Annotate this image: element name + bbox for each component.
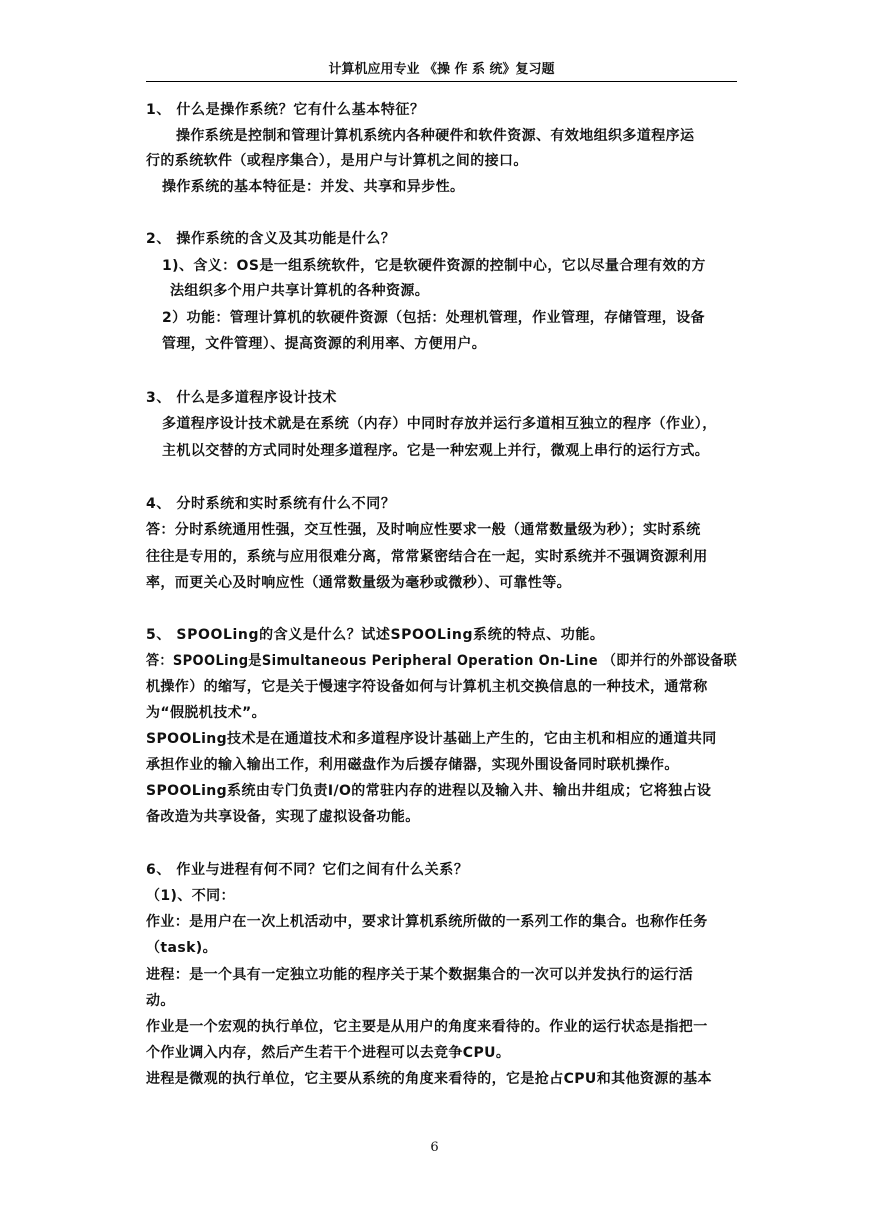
question-heading: 2、 操作系统的含义及其功能是什么？ <box>146 231 396 247</box>
text-line: 管理，文件管理）、提高资源的利用率、方便用户。 <box>162 336 487 352</box>
text-line: 答：分时系统通用性强，交互性强，及时响应性要求一般（通常数量级为秒）；实时系统 <box>146 522 701 538</box>
question-heading: 3、 什么是多道程序设计技术 <box>146 390 338 406</box>
text-line: 操作系统的基本特征是：并发、共享和异步性。 <box>162 179 465 195</box>
text-line: 作业：是用户在一次上机活动中，要求计算机系统所做的一系列工作的集合。也称作任务 <box>146 914 708 930</box>
text-line: 进程是微观的执行单位，它主要从系统的角度来看待的，它是抢占CPU和其他资源的基本 <box>146 1071 712 1087</box>
text-line: 2）功能：管理计算机的软硬件资源（包括：处理机管理，作业管理，存储管理，设备 <box>162 310 705 326</box>
text-line: 多道程序设计技术就是在系统（内存）中同时存放并运行多道相互独立的程序（作业）， <box>162 416 717 432</box>
text-line: （1)、不同： <box>146 888 235 904</box>
question-heading: 4、 分时系统和实时系统有什么不同？ <box>146 496 396 512</box>
text-line: SPOOLing技术是在通道技术和多道程序设计基础上产生的，它由主机和相应的通道共同 <box>146 731 717 747</box>
text-line: 备改造为共享设备，实现了虚拟设备功能。 <box>146 809 420 825</box>
text-line: 1)、含义：OS是一组系统软件，它是软硬件资源的控制中心，它以尽量合理有效的方 <box>162 258 706 274</box>
text-line: 作业是一个宏观的执行单位，它主要是从用户的角度来看待的。作业的运行状态是指把一 <box>146 1019 708 1035</box>
text-line: 率，而更关心及时响应性（通常数量级为毫秒或微秒）、可靠性等。 <box>146 575 571 591</box>
text-line: 操作系统是控制和管理计算机系统内各种硬件和软件资源、有效地组织多道程序运 <box>176 128 695 144</box>
text-line: 答：SPOOLing是Simultaneous Peripheral Operation On-Line （即并行的外部设备联 <box>146 653 738 669</box>
text-line: 为“假脱机技术”。 <box>146 705 267 721</box>
text-line: 动。 <box>146 993 175 1009</box>
header-rule <box>146 81 737 82</box>
text-line: SPOOLing系统由专门负责I/O的常驻内存的进程以及输入井、输出井组成；它将独占设 <box>146 783 712 799</box>
question-heading: 5、 SPOOLing的含义是什么？试述SPOOLing系统的特点、功能。 <box>146 627 605 643</box>
text-line: 个作业调入内存，然后产生若干个进程可以去竞争CPU。 <box>146 1045 511 1061</box>
text-line: 承担作业的输入输出工作，利用磁盘作为后援存储器，实现外围设备同时联机操作。 <box>146 757 679 773</box>
text-line: 主机以交替的方式同时处理多道程序。它是一种宏观上并行，微观上串行的运行方式。 <box>162 443 710 459</box>
question-heading: 1、 什么是操作系统？它有什么基本特征？ <box>146 102 425 118</box>
text-line: 行的系统软件（或程序集合），是用户与计算机之间的接口。 <box>146 153 528 169</box>
text-line: 进程：是一个具有一定独立功能的程序关于某个数据集合的一次可以并发执行的运行活 <box>146 967 694 983</box>
running-header: 计算机应用专业 《操 作 系 统》复习题 <box>328 62 555 77</box>
page-number: 6 <box>430 1140 439 1155</box>
question-heading: 6、 作业与进程有何不同？它们之间有什么关系？ <box>146 862 469 878</box>
text-line: 法组织多个用户共享计算机的各种资源。 <box>170 283 430 299</box>
text-line: 机操作）的缩写，它是关于慢速字符设备如何与计算机主机交换信息的一种技术，通常称 <box>146 679 708 695</box>
text-line: 往往是专用的，系统与应用很难分离，常常紧密结合在一起，实时系统并不强调资源利用 <box>146 549 708 565</box>
text-line: （task)。 <box>146 940 217 956</box>
